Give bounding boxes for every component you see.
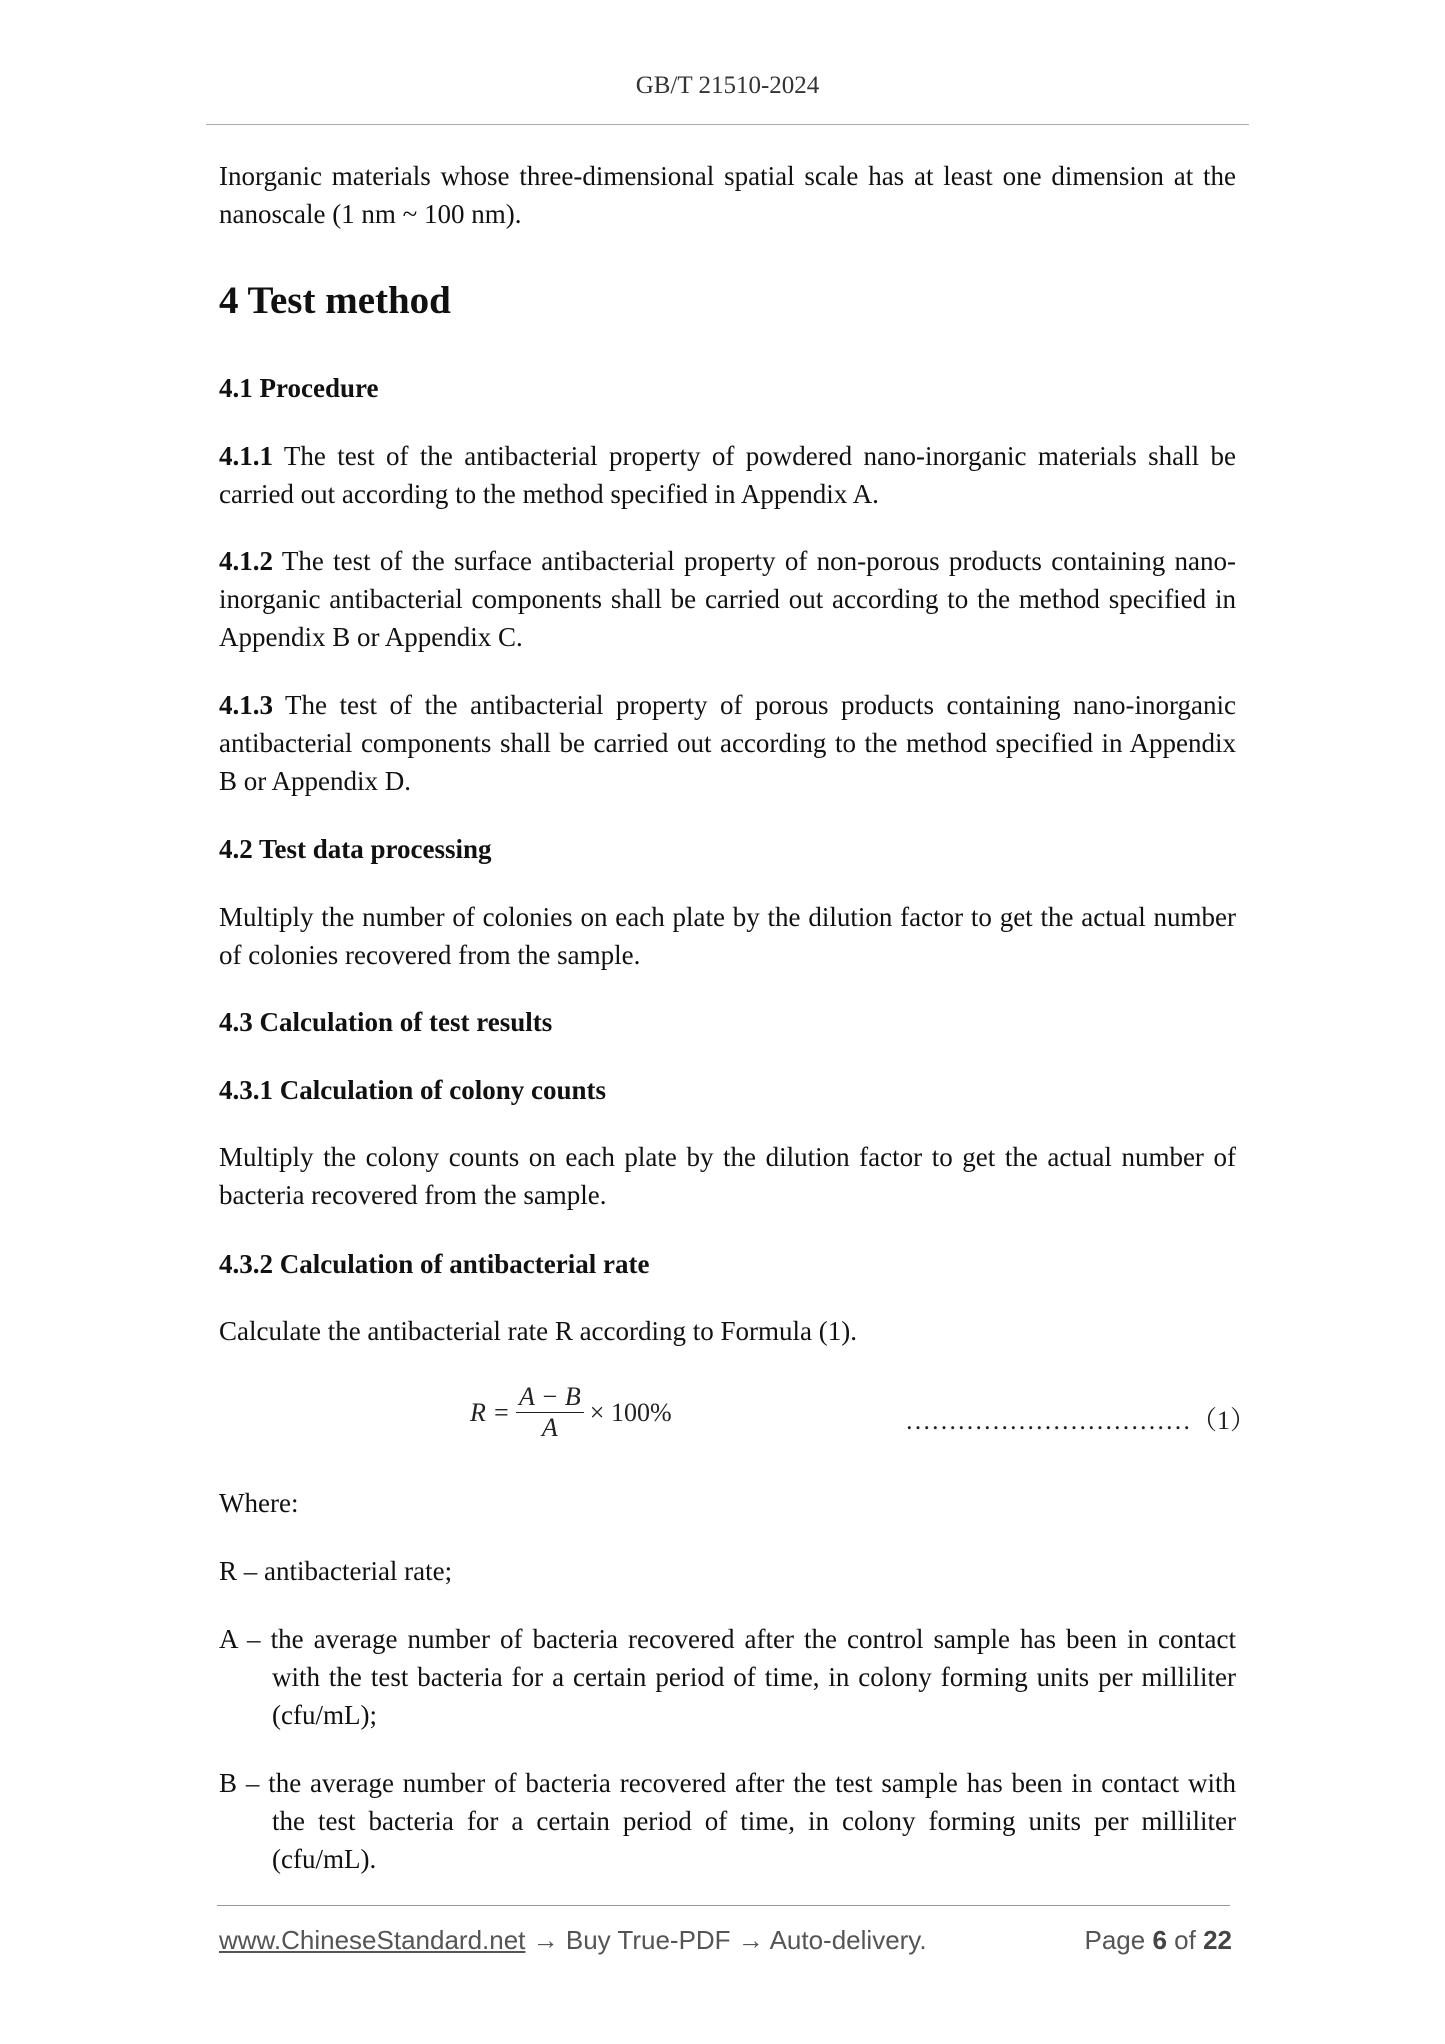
section-4-3-heading: 4.3 Calculation of test results <box>219 1007 553 1037</box>
clause-number: 4.1.1 <box>219 441 273 471</box>
section-4-3-1-text: Multiply the colony counts on each plate by the dilution factor to get the actual number of bacteria recovered from the sample. <box>219 1142 1236 1210</box>
clause-4-1-1 <box>219 437 1236 513</box>
clause-text: The test of the antibacterial property of porous products containing nano-inorganic antibacterial components shall be carried out according to the method specified in Appendix B or Appendix D. <box>219 690 1236 796</box>
section-4-3-2-text: Calculate the antibacterial rate R according to Formula (1). <box>219 1316 857 1346</box>
page-label: Page <box>1084 1925 1146 1955</box>
document-header-id: GB/T 21510-2024 <box>635 72 820 99</box>
clause-text: The test of the antibacterial property of powdered nano-inorganic materials shall be carried out according to the method specified in Appendix A. <box>219 441 1236 509</box>
of-label: of <box>1174 1925 1196 1955</box>
section-4-3-1-heading: 4.3.1 Calculation of colony counts <box>219 1075 607 1105</box>
definition-b: B – the average number of bacteria recovered after the test sample has been in contact with the test bacteria for a certain period of time, in colony forming units per milliliter (cfu/mL). <box>219 1768 1236 1874</box>
equation-leader: …………………………… <box>905 1406 1191 1435</box>
formula-tail: × 100% <box>589 1397 672 1427</box>
header-divider <box>206 124 1249 125</box>
page-indicator <box>1084 1925 1232 1956</box>
footer-promo <box>219 1925 927 1956</box>
section-4-3-2-heading: 4.3.2 Calculation of antibacterial rate <box>219 1249 650 1279</box>
formula-denominator: A <box>541 1413 558 1442</box>
section-4-heading: 4 Test method <box>219 279 451 322</box>
definition-a: A – the average number of bacteria recovered after the control sample has been in contact with the test bacteria for a certain period of time, in colony forming units per milliliter (cfu/mL); <box>219 1624 1236 1730</box>
clause-number: 4.1.2 <box>219 546 273 576</box>
formula-lhs: R = <box>470 1397 510 1427</box>
formula-numerator: A − B <box>516 1382 584 1413</box>
section-4-1-heading: 4.1 Procedure <box>219 373 379 403</box>
clause-number: 4.1.3 <box>219 690 273 720</box>
current-page: 6 <box>1152 1925 1167 1955</box>
clause-4-1-2 <box>219 542 1236 656</box>
clause-text: The test of the surface antibacterial property of non-porous products containing nano-inorganic antibacterial components shall be carried out according to the method specified in Appendix B or Appendix C. <box>219 546 1236 652</box>
formula-fraction <box>516 1382 584 1443</box>
where-label: Where: <box>219 1488 299 1518</box>
clause-4-1-3 <box>219 686 1236 800</box>
website-link[interactable]: www.ChineseStandard.net <box>219 1925 526 1955</box>
section-4-2-heading: 4.2 Test data processing <box>219 834 492 864</box>
page-footer <box>219 1925 1232 1956</box>
definition-r: R – antibacterial rate; <box>219 1556 453 1586</box>
total-pages: 22 <box>1203 1925 1232 1955</box>
footer-divider <box>217 1905 1230 1906</box>
intro-paragraph: Inorganic materials whose three-dimensional spatial scale has at least one dimension at the nanoscale (1 nm ~ 100 nm). <box>219 161 1236 229</box>
footer-tagline: → Buy True-PDF → Auto-delivery. <box>525 1925 927 1955</box>
equation-number <box>905 1400 1256 1437</box>
equation-label: （1） <box>1191 1406 1257 1435</box>
section-4-2-text: Multiply the number of colonies on each plate by the dilution factor to get the actual number of colonies recovered from the sample. <box>219 902 1236 970</box>
formula-1 <box>470 1382 672 1443</box>
